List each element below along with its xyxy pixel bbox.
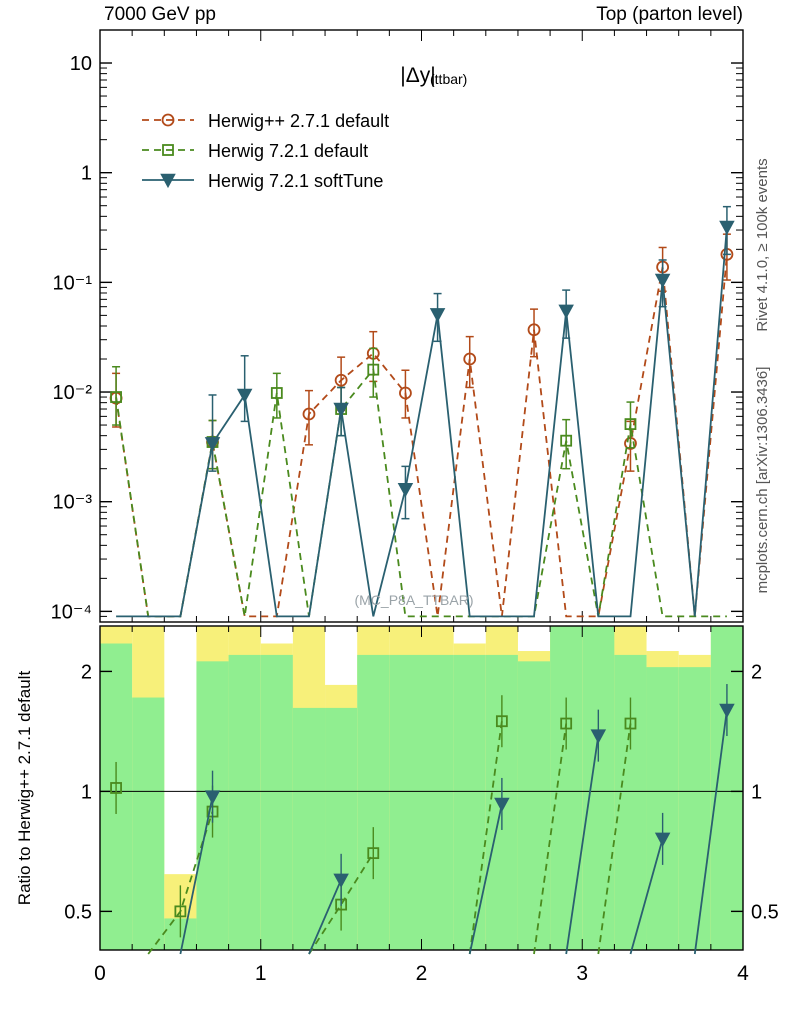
ratio-band-green bbox=[647, 667, 679, 950]
series-herwig-2-7-1-default bbox=[111, 234, 733, 616]
header-left: 7000 GeV pp bbox=[104, 4, 216, 25]
ratio-band-green bbox=[679, 667, 711, 950]
marker-triangle bbox=[238, 389, 251, 401]
legend-label-1: Herwig 7.2.1 default bbox=[208, 141, 369, 161]
ratio-band-green bbox=[518, 661, 550, 950]
marker-triangle bbox=[720, 221, 733, 233]
x-tick-label: 1 bbox=[254, 962, 267, 985]
ratio-y-tick-label-right: 2 bbox=[751, 661, 763, 684]
ratio-band-green bbox=[389, 655, 421, 950]
marker-triangle bbox=[399, 484, 412, 496]
ratio-band-green bbox=[293, 708, 325, 950]
ratio-band-green bbox=[422, 655, 454, 950]
y-tick-label: 10 bbox=[69, 53, 92, 76]
ratio-y-tick-label: 1 bbox=[80, 781, 92, 804]
marker-triangle bbox=[656, 275, 669, 287]
marker-triangle bbox=[560, 305, 573, 317]
ratio-band-green bbox=[550, 626, 582, 950]
rivet-credit: Rivet 4.1.0, ≥ 100k events bbox=[754, 158, 771, 332]
legend-label-0: Herwig++ 2.7.1 default bbox=[208, 111, 390, 131]
plot-title: |Δy| bbox=[400, 64, 436, 87]
ratio-y-tick-label-right: 1 bbox=[751, 781, 763, 804]
y-tick-label: 10⁻⁴ bbox=[50, 601, 92, 624]
ratio-y-tick-label: 2 bbox=[80, 661, 92, 684]
watermark: (MC_P8A_TTBAR) bbox=[354, 592, 474, 608]
plot-title-sub: (ttbar) bbox=[430, 71, 468, 87]
series-herwig-7-2-1-softtune bbox=[116, 207, 733, 617]
y-tick-label: 10⁻² bbox=[52, 382, 92, 405]
ratio-bands bbox=[100, 626, 743, 950]
ratio-band-green bbox=[582, 626, 614, 950]
legend-label-2: Herwig 7.2.1 softTune bbox=[208, 171, 384, 191]
ratio-y-tick-label: 0.5 bbox=[64, 901, 92, 924]
ratio-y-tick-label-right: 0.5 bbox=[751, 901, 779, 924]
y-tick-label: 1 bbox=[80, 162, 92, 185]
y-tick-label: 10⁻³ bbox=[52, 491, 92, 514]
x-tick-label: 2 bbox=[415, 962, 428, 985]
x-tick-label: 0 bbox=[94, 962, 106, 985]
ratio-band-green bbox=[357, 655, 389, 950]
ratio-band-green bbox=[229, 655, 261, 950]
ratio-band-green bbox=[711, 626, 743, 950]
marker-triangle bbox=[431, 309, 444, 321]
legend bbox=[142, 111, 389, 191]
y-tick-label: 10⁻¹ bbox=[52, 272, 92, 295]
x-tick-label: 4 bbox=[737, 962, 749, 985]
header-right: Top (parton level) bbox=[596, 4, 743, 25]
x-tick-label: 3 bbox=[576, 962, 589, 985]
ratio-band-green bbox=[132, 698, 164, 950]
mcplots-credit: mcplots.cern.ch [arXiv:1306.3436] bbox=[754, 366, 771, 594]
ratio-band-green bbox=[261, 655, 293, 950]
ratio-ylabel: Ratio to Herwig++ 2.7.1 default bbox=[15, 670, 34, 906]
